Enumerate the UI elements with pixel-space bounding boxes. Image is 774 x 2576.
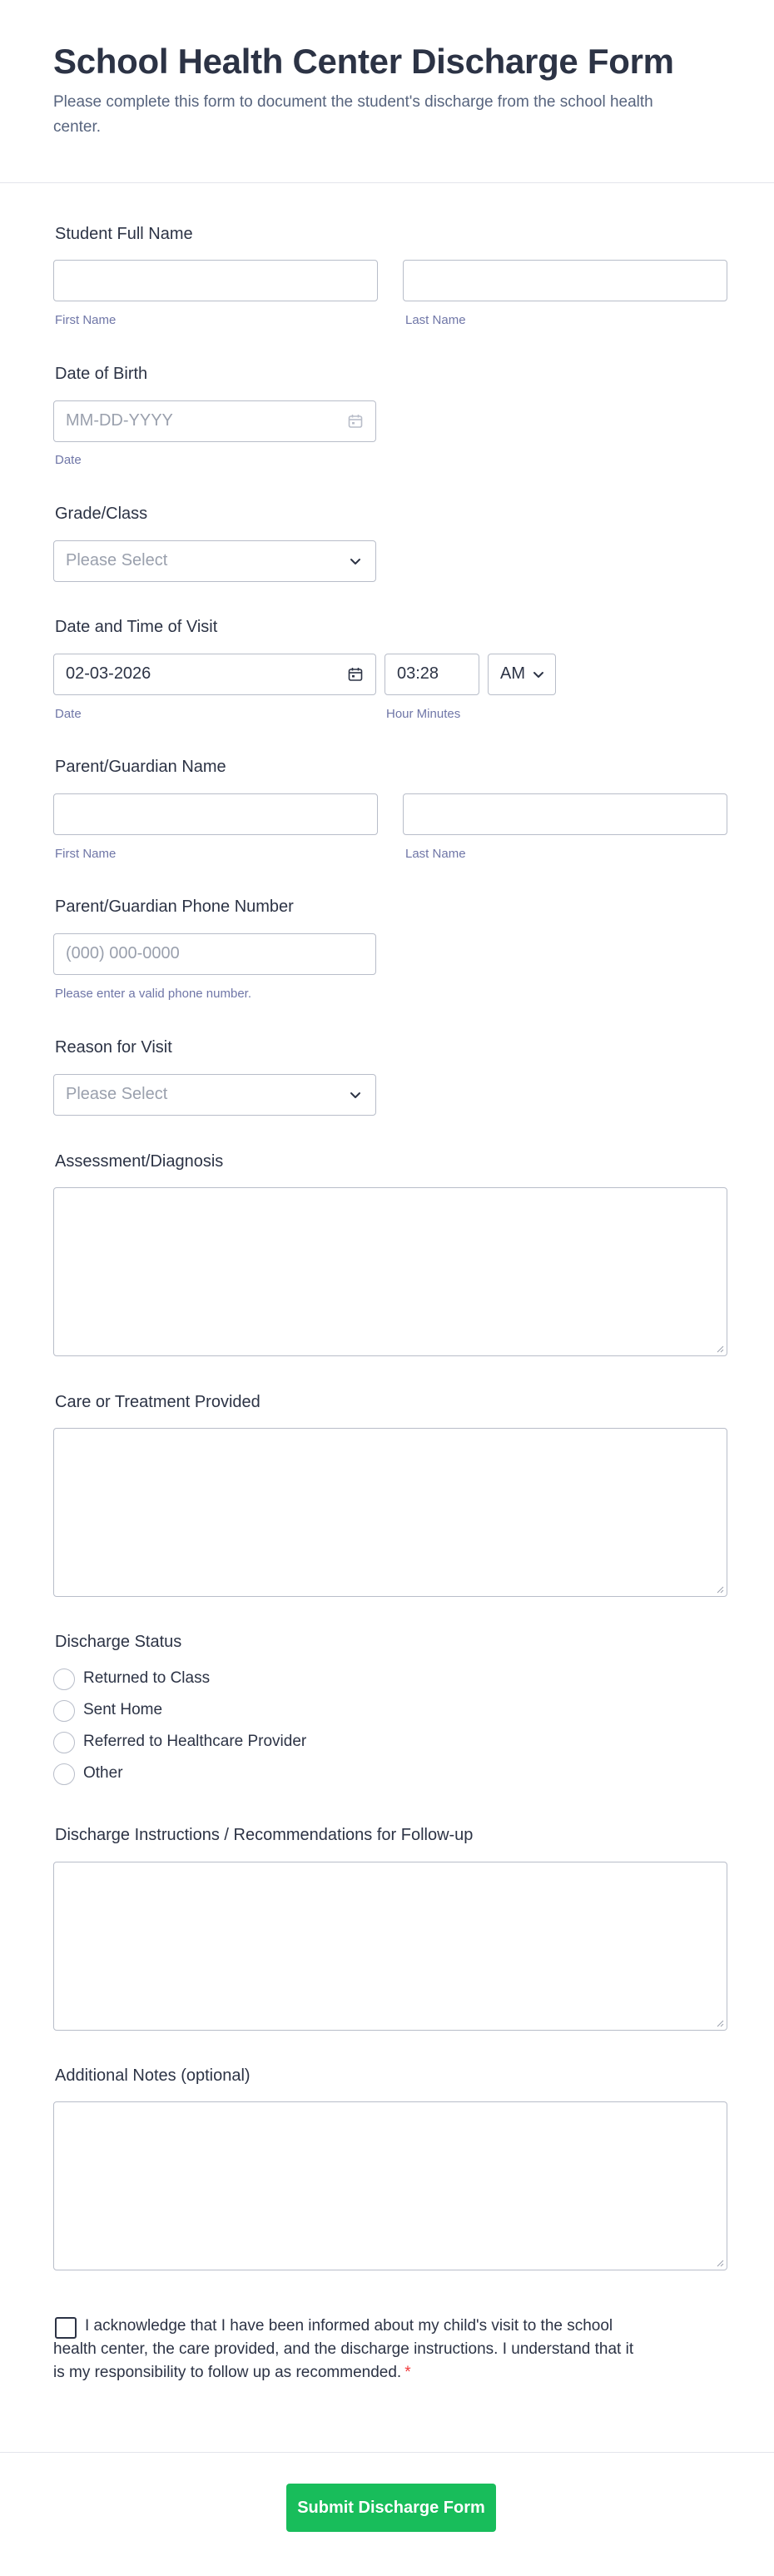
resize-grip-icon[interactable] bbox=[716, 1345, 724, 1353]
guardian-first-name-sublabel: First Name bbox=[55, 847, 117, 861]
care-label: Care or Treatment Provided bbox=[55, 1393, 260, 1411]
visit-date-input[interactable] bbox=[53, 654, 376, 695]
guardian-phone-label: Parent/Guardian Phone Number bbox=[55, 898, 294, 916]
radio-label: Sent Home bbox=[83, 1701, 163, 1718]
acknowledgement-checkbox[interactable] bbox=[55, 2317, 77, 2339]
dob-sublabel: Date bbox=[55, 453, 82, 467]
assessment-textarea[interactable] bbox=[53, 1187, 727, 1356]
calendar-icon[interactable] bbox=[347, 413, 364, 430]
instructions-textarea[interactable] bbox=[53, 1862, 727, 2031]
visit-date-value: 02-03-2026 bbox=[66, 664, 151, 683]
guardian-phone-input[interactable] bbox=[53, 933, 376, 975]
form-title: School Health Center Discharge Form bbox=[53, 42, 674, 81]
dob-input[interactable] bbox=[53, 400, 376, 442]
calendar-icon[interactable] bbox=[347, 666, 364, 683]
radio-label: Other bbox=[83, 1764, 123, 1782]
guardian-last-name-input[interactable] bbox=[403, 793, 727, 835]
resize-grip-icon[interactable] bbox=[716, 1585, 724, 1594]
reason-placeholder: Please Select bbox=[66, 1085, 168, 1103]
discharge-status-label: Discharge Status bbox=[55, 1633, 182, 1651]
grade-label: Grade/Class bbox=[55, 505, 148, 523]
dob-label: Date of Birth bbox=[55, 365, 148, 383]
resize-grip-icon[interactable] bbox=[716, 2019, 724, 2027]
dob-placeholder: MM-DD-YYYY bbox=[66, 411, 173, 430]
required-star: * bbox=[404, 2364, 411, 2381]
visit-time-sublabel: Hour Minutes bbox=[386, 707, 461, 721]
visit-ampm-value: AM bbox=[500, 664, 525, 683]
student-name-label: Student Full Name bbox=[55, 225, 193, 243]
form-subtitle: Please complete this form to document the student's discharge from the school health center. bbox=[53, 93, 653, 136]
grade-placeholder: Please Select bbox=[66, 551, 168, 569]
assessment-label: Assessment/Diagnosis bbox=[55, 1152, 224, 1171]
radio-button[interactable] bbox=[53, 1700, 75, 1722]
visit-time-value: 03:28 bbox=[397, 664, 439, 683]
acknowledgement-body: I acknowledge that I have been informed about my child's visit to the school health center, the care provided, and the discharge instructions. I understand that it is my responsibility to follow up as recommended. bbox=[53, 2317, 634, 2381]
form-header bbox=[0, 0, 774, 183]
radio-label: Returned to Class bbox=[83, 1669, 211, 1687]
guardian-name-label: Parent/Guardian Name bbox=[55, 758, 226, 776]
radio-label: Referred to Healthcare Provider bbox=[83, 1733, 307, 1750]
guardian-last-name-sublabel: Last Name bbox=[405, 847, 466, 861]
chevron-down-icon bbox=[530, 666, 547, 683]
chevron-down-icon bbox=[347, 553, 364, 569]
visit-time-input[interactable] bbox=[385, 654, 479, 695]
guardian-phone-placeholder: (000) 000-0000 bbox=[66, 944, 180, 962]
student-first-name-input[interactable] bbox=[53, 260, 378, 301]
radio-button[interactable] bbox=[53, 1763, 75, 1785]
student-first-name-sublabel: First Name bbox=[55, 313, 117, 327]
guardian-phone-sublabel: Please enter a valid phone number. bbox=[55, 987, 251, 1001]
guardian-first-name-input[interactable] bbox=[53, 793, 378, 835]
reason-label: Reason for Visit bbox=[55, 1038, 172, 1057]
notes-textarea[interactable] bbox=[53, 2101, 727, 2270]
notes-label: Additional Notes (optional) bbox=[55, 2066, 251, 2085]
student-last-name-sublabel: Last Name bbox=[405, 313, 466, 327]
care-textarea[interactable] bbox=[53, 1428, 727, 1597]
grade-select[interactable] bbox=[53, 540, 376, 582]
chevron-down-icon bbox=[347, 1087, 364, 1103]
student-last-name-input[interactable] bbox=[403, 260, 727, 301]
reason-select[interactable] bbox=[53, 1074, 376, 1116]
visit-label: Date and Time of Visit bbox=[55, 618, 218, 636]
acknowledgement-text bbox=[53, 2315, 636, 2385]
radio-button[interactable] bbox=[53, 1668, 75, 1690]
resize-grip-icon[interactable] bbox=[716, 2259, 724, 2267]
visit-date-sublabel: Date bbox=[55, 707, 82, 721]
radio-button[interactable] bbox=[53, 1732, 75, 1753]
submit-button[interactable]: Submit Discharge Form bbox=[286, 2484, 496, 2532]
instructions-label: Discharge Instructions / Recommendations for Follow-up bbox=[55, 1826, 474, 1844]
visit-ampm-select[interactable] bbox=[488, 654, 556, 695]
